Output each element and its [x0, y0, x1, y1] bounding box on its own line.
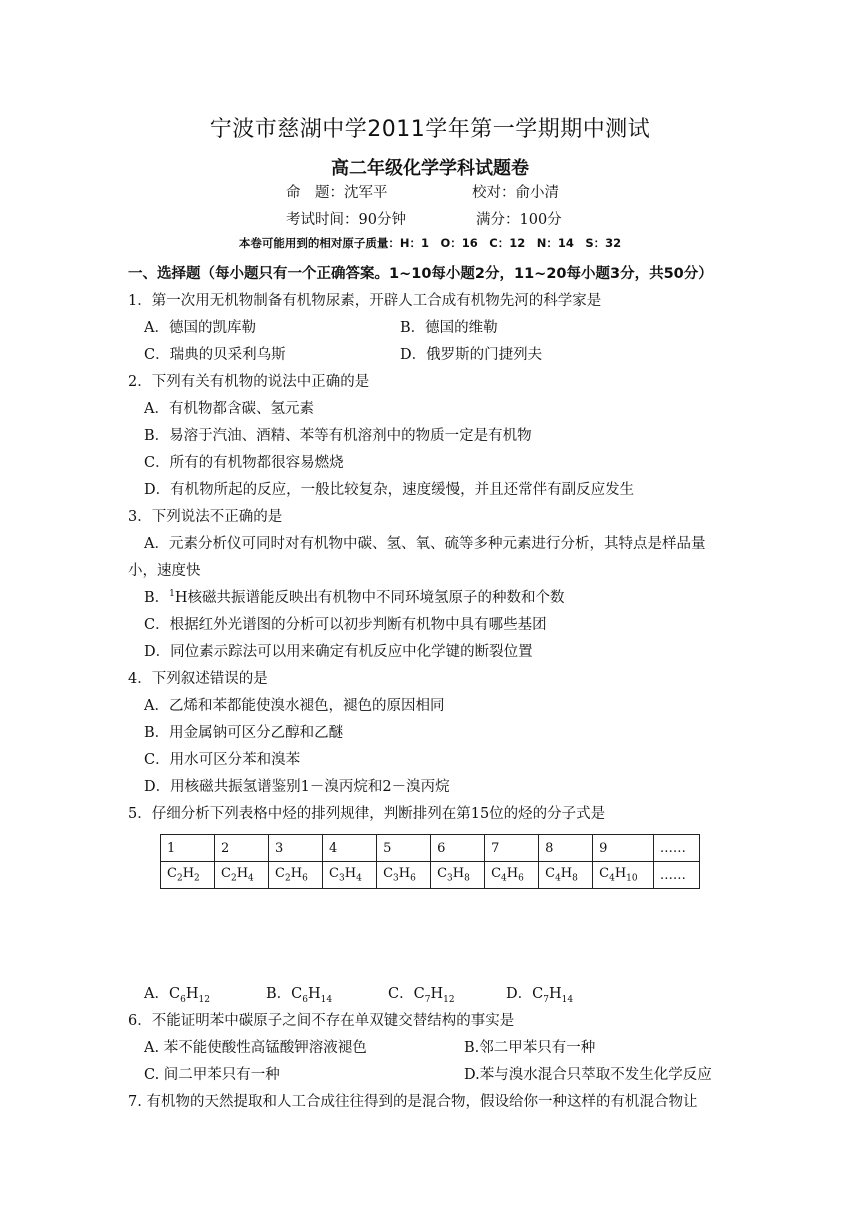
table-row-formula [161, 862, 700, 889]
formula-cell: $C_4H_6$ [485, 862, 539, 889]
question-1-option-d: D．俄罗斯的门捷列夫 [400, 347, 543, 363]
question-3-stem: 3．下列说法不正确的是 [128, 509, 283, 525]
formula-cell: $C_3H_4$ [323, 862, 377, 889]
table-cell: …… [653, 862, 699, 889]
table-cell: 7 [485, 835, 539, 862]
question-4-option-d: D．用核磁共振氢谱鉴别1－溴丙烷和2－溴丙烷 [144, 779, 450, 795]
superscript-mass-number: 1 [169, 589, 175, 600]
full-score: 满分：100分 [476, 212, 562, 228]
question-4-stem: 4．下列叙述错误的是 [128, 671, 268, 687]
table-cell: …… [653, 835, 699, 862]
question-5-option-d: D．$C_7H_{14}$ [506, 986, 574, 1005]
question-5-option-c: C．$C_7H_{12}$ [388, 986, 455, 1005]
table-cell: 5 [377, 835, 431, 862]
question-1-option-b: B．德国的维勒 [400, 320, 498, 336]
table-cell: 4 [323, 835, 377, 862]
formula-cell: $C_2H_4$ [215, 862, 269, 889]
formula-cell: $C_4H_{10}$ [593, 862, 654, 889]
question-2-option-d: D．有机物所起的反应，一般比较复杂，速度缓慢，并且还常伴有副反应发生 [144, 482, 635, 498]
question-3-option-a-continued: 小，速度快 [128, 563, 201, 579]
formula-cell: $C_3H_8$ [431, 862, 485, 889]
formula-cell: $C_2H_2$ [161, 862, 215, 889]
question-4-option-b: B．用金属钠可区分乙醇和乙醚 [144, 725, 344, 741]
question-6-option-b: B.邻二甲苯只有一种 [464, 1040, 596, 1056]
exam-subtitle: 高二年级化学学科试题卷 [331, 158, 529, 179]
option-b-label: B． [144, 590, 170, 606]
table-row-index [161, 835, 700, 862]
question-5-option-a: A．$C_6H_{12}$ [144, 986, 210, 1005]
question-4-option-a: A．乙烯和苯都能使溴水褪色，褪色的原因相同 [144, 698, 445, 714]
option-b-text: H核磁共振谱能反映出有机物中不同环境氢原子的种数和个数 [174, 590, 565, 606]
table-cell: 1 [161, 835, 215, 862]
table-cell: 9 [593, 835, 654, 862]
table-cell: 3 [269, 835, 323, 862]
table-cell: 2 [215, 835, 269, 862]
author-line: 命 题：沈军平 [286, 185, 388, 201]
section-heading: 一、选择题（每小题只有一个正确答案。1~10每小题2分，11~20每小题3分，共50分） [128, 266, 713, 282]
exam-time: 考试时间：90分钟 [286, 212, 406, 228]
question-1-option-a: A．德国的凯库勒 [144, 320, 256, 336]
formula-cell: $C_3H_6$ [377, 862, 431, 889]
question-1-stem: 1．第一次用无机物制备有机物尿素，开辟人工合成有机物先河的科学家是 [128, 293, 602, 309]
question-3-option-a: A．元素分析仪可同时对有机物中碳、氢、氧、硫等多种元素进行分析，其特点是样品量 [144, 536, 706, 552]
question-2-option-c: C．所有的有机物都很容易燃烧 [144, 455, 344, 471]
question-3-option-b [144, 586, 565, 607]
question-2-stem: 2．下列有关有机物的说法中正确的是 [128, 374, 370, 390]
question-2-option-b: B．易溶于汽油、酒精、苯等有机溶剂中的物质一定是有机物 [144, 428, 532, 444]
proofreader-line: 校对：俞小清 [472, 185, 559, 201]
hydrocarbon-table [160, 834, 700, 889]
question-3-option-d: D．同位素示踪法可以用来确定有机反应中化学键的断裂位置 [144, 644, 533, 660]
exam-title: 宁波市慈湖中学2011学年第一学期期中测试 [209, 117, 651, 142]
question-6-option-c: C. 间二甲苯只有一种 [144, 1067, 280, 1083]
atomic-mass-note: 本卷可能用到的相对原子质量：H：1 O：16 C：12 N：14 S：32 [238, 236, 622, 250]
question-6-stem: 6．不能证明苯中碳原子之间不存在单双键交替结构的事实是 [128, 1013, 515, 1029]
formula-cell: $C_4H_8$ [539, 862, 593, 889]
question-5-stem: 5．仔细分析下列表格中烃的排列规律，判断排列在第15位的烃的分子式是 [128, 806, 606, 822]
question-3-option-c: C．根据红外光谱图的分析可以初步判断有机物中具有哪些基团 [144, 617, 547, 633]
question-6-option-a: A. 苯不能使酸性高锰酸钾溶液褪色 [144, 1040, 367, 1056]
question-5-option-b: B．$C_6H_{14}$ [266, 986, 333, 1005]
question-1-option-c: C．瑞典的贝采利乌斯 [144, 347, 286, 363]
table-cell: 6 [431, 835, 485, 862]
question-6-option-d: D.苯与溴水混合只萃取不发生化学反应 [464, 1067, 712, 1083]
table-cell: 8 [539, 835, 593, 862]
question-4-option-c: C．用水可区分苯和溴苯 [144, 752, 301, 768]
formula-cell: $C_2H_6$ [269, 862, 323, 889]
question-2-option-a: A．有机物都含碳、氢元素 [144, 401, 314, 417]
question-7-stem: 7. 有机物的天然提取和人工合成往往得到的是混合物，假设给你一种这样的有机混合物让 [128, 1094, 698, 1110]
